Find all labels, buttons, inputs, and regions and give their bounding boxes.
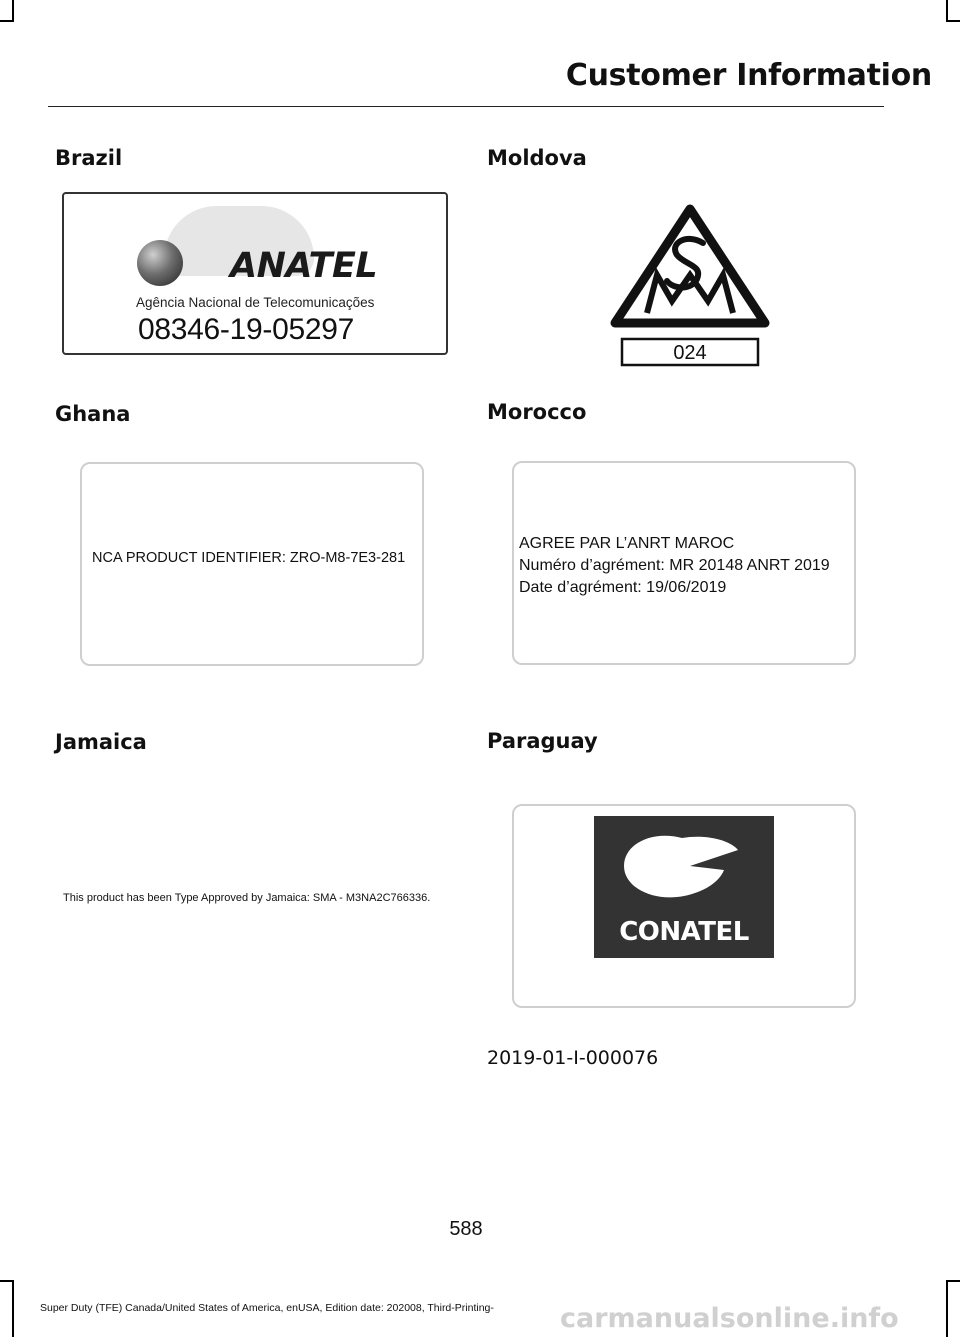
moldova-mark xyxy=(605,195,775,375)
anatel-sphere-icon xyxy=(137,240,183,286)
crop-mark-top-right-v xyxy=(946,0,948,22)
conatel-swoosh-icon xyxy=(594,816,774,911)
watermark: carmanualsonline.info xyxy=(560,1303,899,1334)
conatel-logo-text: CONATEL xyxy=(619,917,749,947)
morocco-line-2: Numéro d’agrément: MR 20148 ANRT 2019 xyxy=(519,557,830,574)
anatel-label xyxy=(62,192,448,355)
conatel-logo-text-bar xyxy=(594,911,774,958)
paraguay-label-panel xyxy=(512,804,856,1008)
page-number: 588 xyxy=(449,1218,483,1240)
section-heading-morocco: Morocco xyxy=(487,400,587,424)
morocco-line-1: AGREE PAR L’ANRT MAROC xyxy=(519,535,735,552)
morocco-label-panel xyxy=(512,461,856,665)
page-title: Customer Information xyxy=(565,58,932,93)
crop-mark-bottom-left-v xyxy=(12,1280,14,1337)
section-heading-paraguay: Paraguay xyxy=(487,729,598,753)
document-info: Super Duty (TFE) Canada/United States of America, enUSA, Edition date: 202008, Third-Printing- xyxy=(40,1302,494,1314)
crop-mark-top-left-v xyxy=(12,0,14,22)
anatel-agency-name: Agência Nacional de Telecomunicações xyxy=(136,295,375,310)
morocco-line-3: Date d’agrément: 19/06/2019 xyxy=(519,579,727,596)
anatel-logo-text: ANATEL xyxy=(230,246,378,286)
paraguay-approval-code: 2019-01-I-000076 xyxy=(487,1047,659,1069)
moldova-mark-number: 024 xyxy=(673,342,707,364)
jamaica-approval-text: This product has been Type Approved by Jamaica: SMA - M3NA2C766336. xyxy=(63,892,431,904)
section-heading-brazil: Brazil xyxy=(55,146,123,170)
crop-mark-bottom-right-h xyxy=(946,1280,960,1282)
ghana-label-panel xyxy=(80,462,424,666)
crop-mark-bottom-right-v xyxy=(946,1280,948,1337)
title-divider xyxy=(48,106,884,107)
section-heading-ghana: Ghana xyxy=(55,402,131,426)
crop-mark-top-right-h xyxy=(946,20,960,22)
crop-mark-bottom-left-h xyxy=(0,1280,14,1282)
section-heading-jamaica: Jamaica xyxy=(55,730,147,754)
ghana-nca-identifier: NCA PRODUCT IDENTIFIER: ZRO-M8-7E3-281 xyxy=(92,550,406,566)
anatel-approval-number: 08346-19-05297 xyxy=(138,313,354,346)
crop-mark-top-left-h xyxy=(0,20,14,22)
section-heading-moldova: Moldova xyxy=(487,146,587,170)
conatel-logo xyxy=(594,816,774,958)
